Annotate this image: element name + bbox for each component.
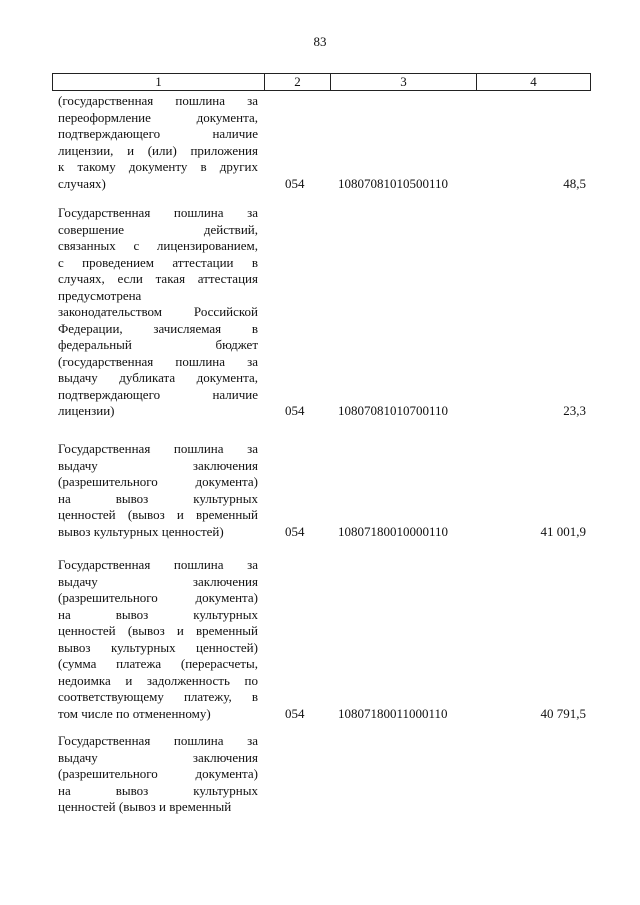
row-kbk: 10807180011000110 — [338, 705, 448, 721]
description-line: законодательством Российской — [58, 304, 258, 319]
description-line: (государственная пошлина за — [58, 93, 258, 108]
description-line: (государственная пошлина за — [58, 353, 258, 369]
description-line: вывоз культурных ценностей) — [58, 523, 224, 539]
row-amount: 41 001,9 — [540, 523, 586, 539]
table-header — [52, 73, 591, 91]
description-line: лицензии, и (или) приложения — [58, 142, 258, 158]
description-line: лицензии) — [58, 403, 115, 418]
description-line: выдачу заключения — [58, 573, 258, 589]
description-line: совершение действий, — [58, 221, 258, 237]
page-number: 83 — [313, 34, 327, 49]
description-line: вывоз культурных ценностей) — [58, 639, 258, 655]
row-description — [58, 557, 258, 722]
row-code: 054 — [285, 705, 305, 721]
row-amount: 48,5 — [563, 175, 586, 191]
description-line: связанных с лицензированием, — [58, 238, 258, 253]
table-row — [52, 733, 591, 816]
row-description — [58, 93, 258, 192]
description-line: Государственная пошлина за — [58, 557, 258, 572]
row-amount: 23,3 — [563, 403, 586, 418]
row-code: 054 — [285, 175, 305, 191]
table-row — [52, 441, 591, 540]
row-description — [58, 733, 258, 816]
description-line: случаях, если такая аттестация — [58, 271, 258, 286]
row-description — [58, 205, 258, 420]
description-line: ценностей (вывоз и временный — [58, 799, 232, 814]
description-line: с проведением аттестации в — [58, 254, 258, 270]
description-line: выдачу заключения — [58, 749, 258, 765]
row-kbk: 10807081010700110 — [338, 403, 449, 418]
description-line: на вывоз культурных — [58, 490, 258, 506]
description-line: подтверждающего наличие — [58, 386, 258, 402]
row-amount: 40 791,5 — [540, 705, 586, 721]
description-line: (сумма платежа (перерасчеты, — [58, 656, 258, 671]
column-header-1: 1 — [155, 74, 162, 89]
description-line: Государственная пошлина за — [58, 733, 258, 748]
description-line: выдачу дубликата документа, — [58, 370, 258, 385]
description-line: выдачу заключения — [58, 457, 258, 473]
table-row — [52, 93, 591, 192]
table-row — [52, 205, 591, 420]
description-line: (разрешительного документа) — [58, 474, 258, 489]
row-kbk: 10807180010000110 — [338, 523, 449, 539]
description-line: Государственная пошлина за — [58, 441, 258, 456]
description-line: недоимка и задолженность по — [58, 672, 258, 688]
description-line: (разрешительного документа) — [58, 766, 258, 781]
description-line: подтверждающего наличие — [58, 126, 258, 141]
description-line: Федерации, зачисляемая в — [58, 320, 258, 336]
description-line: на вывоз культурных — [58, 606, 258, 622]
description-line: (разрешительного документа) — [58, 590, 258, 605]
column-header-3: 3 — [330, 74, 476, 90]
row-code: 054 — [285, 403, 305, 418]
description-line: предусмотрена — [58, 287, 142, 303]
row-code: 054 — [285, 523, 305, 539]
description-line: ценностей (вывоз и временный — [58, 623, 258, 638]
description-line: том числе по отмененному) — [58, 705, 211, 721]
description-line: ценностей (вывоз и временный — [58, 507, 258, 522]
column-header-4: 4 — [476, 74, 590, 90]
column-header-2: 2 — [264, 74, 330, 90]
description-line: Государственная пошлина за — [58, 205, 258, 220]
description-line: переоформление документа, — [58, 109, 258, 125]
description-line: случаях) — [58, 175, 106, 191]
description-line: соответствующему платежу, в — [58, 689, 258, 704]
table-row — [52, 557, 591, 722]
row-kbk: 10807081010500110 — [338, 175, 449, 191]
description-line: на вывоз культурных — [58, 782, 258, 798]
description-line: федеральный бюджет — [58, 337, 258, 352]
row-description — [58, 441, 258, 540]
description-line: к такому документу в других — [58, 159, 258, 174]
